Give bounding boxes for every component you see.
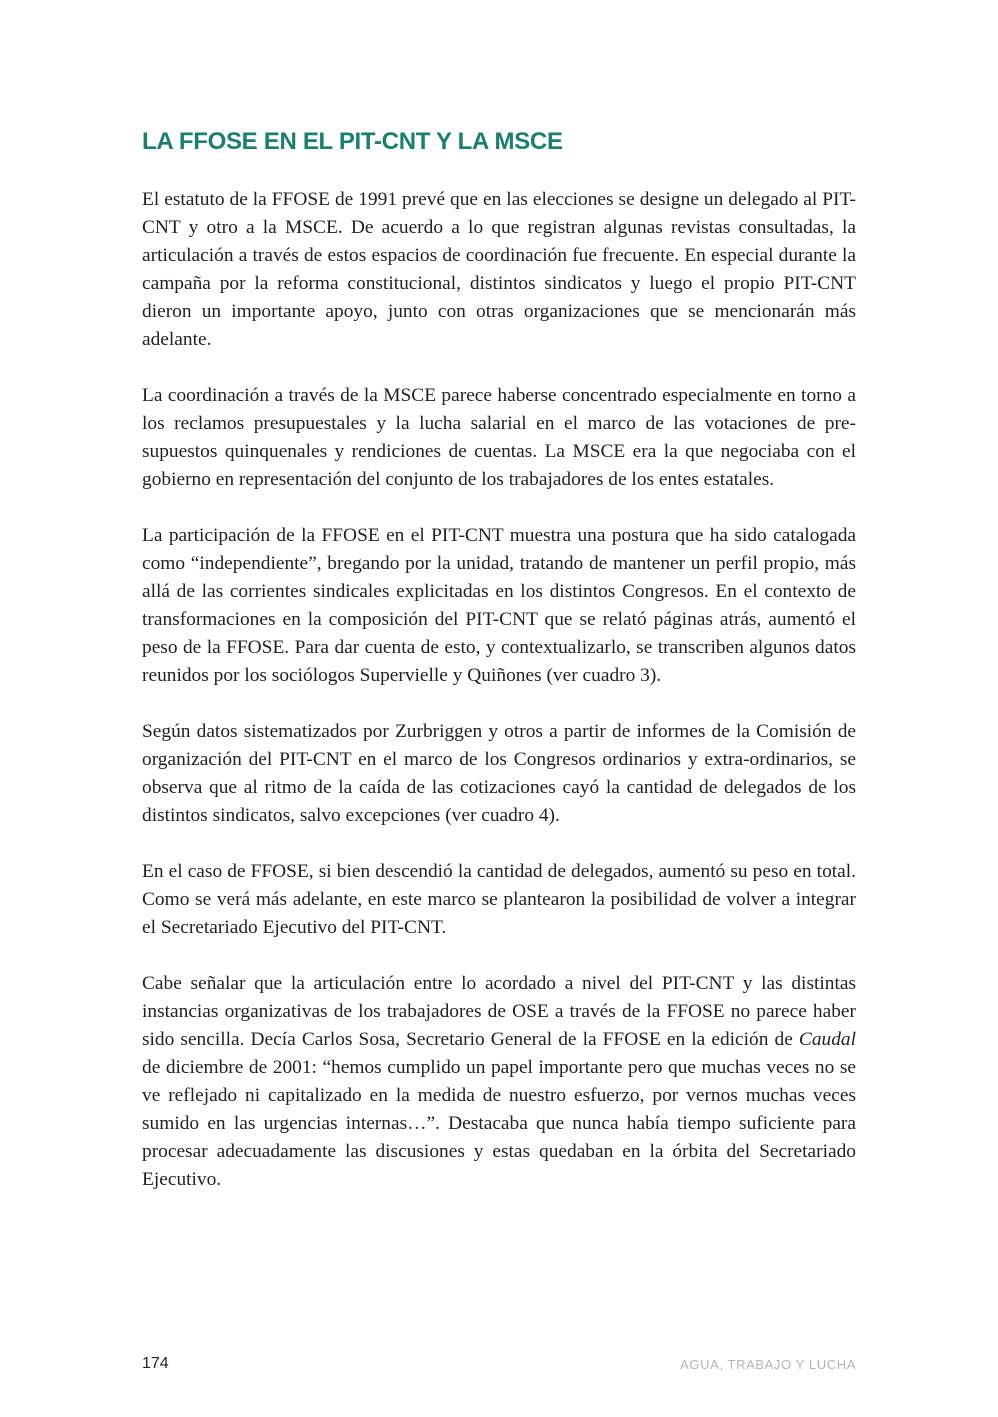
paragraph: La coordinación a través de la MSCE parece haberse concentrado especialmente en torno a los reclamos presupuestales y la lucha salarial en el marco de las votaciones de presupuestos quinquenales y rendiciones de cuentas. La MSCE era la que negociaba con el gobierno en representación del conjunto de los trabajadores de los entes estatales. (142, 385, 856, 490)
paragraph: La participación de la FFOSE en el PIT-CNT muestra una postura que ha sido catalogada como “independiente”, bregando por la unidad, tratando de mantener un perfil propio, más allá de las corrientes sindicales explicitadas en los distintos Congresos. En el contexto de transformaciones en la composición del PIT-CNT que se relató páginas atrás, aumentó el peso de la FFOSE. Para dar cuenta de esto, y contextualizarlo, se transcriben algunos datos reunidos por los sociólogos Supervielle y Quiñones (ver cuadro 3). (142, 525, 856, 686)
paragraph: El estatuto de la FFOSE de 1991 prevé que en las elecciones se designe un delegado al PIT-CNT y otro a la MSCE. De acuerdo a lo que registran algunas revistas consultadas, la articulación a través de estos espacios de coordinación fue frecuente. En especial durante la campaña por la reforma constitucional, distintos sindicatos y luego el propio PIT-CNT dieron un importante apoyo, junto con otras organizaciones que se mencionarán más adelante. (142, 189, 856, 350)
page-number: 174 (142, 1355, 169, 1372)
running-footer-title: AGUA, TRABAJO Y LUCHA (680, 1357, 856, 1372)
paragraph: Según datos sistematizados por Zurbriggen y otros a partir de informes de la Comisión de organización del PIT-CNT en el marco de los Congresos ordinarios y extra-ordinarios, se observa que al ritmo de la caída de las cotizaciones cayó la cantidad de delegados de los distintos sindicatos, salvo excepciones (ver cuadro 4). (142, 721, 856, 826)
paragraph-text: de diciembre de 2001: “hemos cumplido un papel importante pero que muchas veces no se ve reflejado ni capitalizado en la medida de nuestro esfuerzo, por vernos muchas veces sumido en las urgencias internas…”. Destacaba que nunca había tiempo suficiente para procesar adecuadamente las discusiones y estas quedaban en la órbita del Secretariado Ejecutivo. (142, 1057, 856, 1190)
paragraph: En el caso de FFOSE, si bien descendió la cantidad de delegados, aumentó su peso en total. Como se verá más adelante, en este marco se plantearon la posibilidad de volver a integrar el Secretariado Ejecutivo del PIT-CNT. (142, 861, 856, 938)
publication-title: Caudal (798, 1029, 856, 1050)
section-heading: LA FFOSE EN EL PIT-CNT Y LA MSCE (142, 128, 563, 155)
body-text (142, 186, 856, 1222)
paragraph-text: Cabe señalar que la articulación entre lo acordado a nivel del PIT-CNT y las distintas instancias organizativas de los trabajadores de OSE a través de la FFOSE no parece haber sido sencilla. Decía Carlos Sosa, Secretario General de la FFOSE en la edición de (142, 973, 856, 1050)
paragraph-last (142, 970, 856, 1194)
